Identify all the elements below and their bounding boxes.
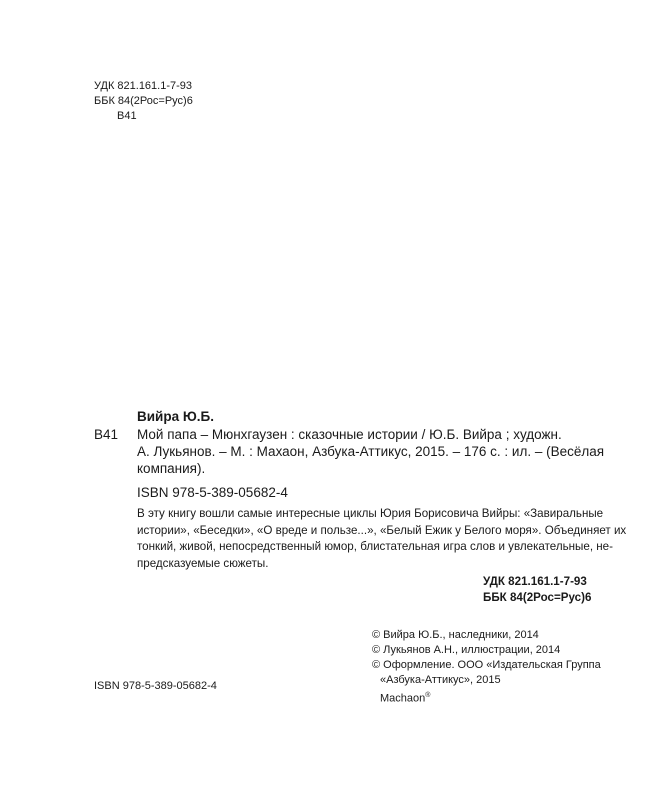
annotation <box>137 506 626 572</box>
author-heading: Вийра Ю.Б. <box>137 409 214 424</box>
header-bbk: ББК 84(2Рос=Рус)6 <box>94 95 193 107</box>
annotation-line: предсказуемые сюжеты. <box>137 556 269 570</box>
footer-isbn: ISBN 978-5-389-05682-4 <box>94 680 217 692</box>
annotation-line: истории», «Беседки», «О вреде и пользе...», «Белый Ежик у Белого моря». Объединяет их <box>137 523 627 537</box>
copyright-line: «Азбука-Аттикус», 2015 <box>380 674 501 686</box>
description-line: А. Лукьянов. – М. : Махаон, Азбука-Аттикус, 2015. – 176 с. : ил. – (Весёлая <box>137 444 605 459</box>
copyright-line: © Оформление. ООО «Издательская Группа <box>372 659 601 671</box>
bibliographic-description <box>137 426 604 477</box>
annotation-line: тонкий, живой, непосредственный юмор, блистательная игра слов и увлекательные, не- <box>137 540 613 553</box>
copyright-line: © Лукьянов А.Н., иллюстрации, 2014 <box>372 644 561 656</box>
copyright-block <box>372 628 601 707</box>
header-code: В41 <box>117 110 137 122</box>
card-bbk: ББК 84(2Рос=Рус)6 <box>483 591 592 604</box>
description-line: компания). <box>137 461 206 476</box>
publisher-mark <box>372 688 601 707</box>
annotation-line: В эту книгу вошли самые интересные циклы Юрия Борисовича Вийры: «Завиральные <box>137 507 604 520</box>
publisher-name: Machaon <box>380 692 426 705</box>
header-udk: УДК 821.161.1-7-93 <box>94 80 193 92</box>
card-udk: УДК 821.161.1-7-93 <box>483 575 587 588</box>
registered-mark: ® <box>425 692 431 699</box>
copyright-line: © Вийра Ю.Б., наследники, 2014 <box>372 629 539 641</box>
catalog-code: В41 <box>94 427 119 442</box>
description-line: Мой папа – Мюнхгаузен : сказочные истории / Ю.Б. Вийра ; художн. <box>137 427 562 442</box>
catalog-isbn: ISBN 978-5-389-05682-4 <box>137 485 288 500</box>
